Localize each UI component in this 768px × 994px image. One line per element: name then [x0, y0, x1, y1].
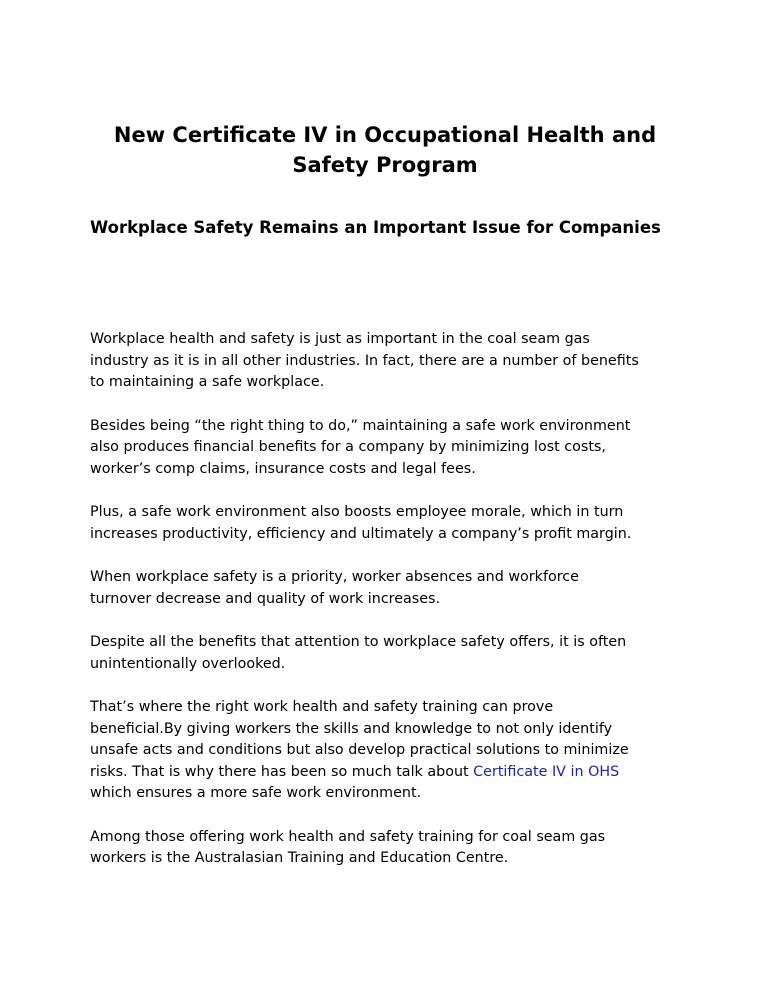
document-body [90, 329, 680, 892]
paragraph-morale: Plus, a safe work environment also boosts employee morale, which in turn increases productivity, efficiency and ultimately a company’s profit margin. [90, 504, 632, 542]
training-text-after-link: which ensures a more safe work environment. [90, 785, 422, 801]
paragraph-closing: Among those offering work health and safety training for coal seam gas workers is the Australasian Training and Education Centre. [90, 828, 606, 866]
training-text-before-link: That’s where the right work health and safety training can prove beneficial.By giving workers the skills and knowledge to not only identify unsafe acts and conditions but also develop practical solutions to minimize risks. That is why there has been so much talk about [90, 699, 629, 780]
paragraph-training [90, 697, 680, 805]
certificate-iv-ohs-link[interactable]: Certificate IV in OHS [473, 763, 620, 780]
document-title: New Certificate IV in Occupational Health and Safety Program [113, 123, 657, 177]
paragraph-overlooked: Despite all the benefits that attention to workplace safety offers, it is often unintentionally overlooked. [90, 634, 627, 672]
paragraph-financial-benefits: Besides being “the right thing to do,” maintaining a safe work environment also produces financial benefits for a company by minimizing lost costs, worker’s comp claims, insurance costs and legal fees. [90, 417, 631, 477]
paragraph-benefits-intro: Workplace health and safety is just as important in the coal seam gas industry as it is in all other industries. In fact, there are a number of benefits to maintaining a safe workplace. [90, 331, 639, 390]
document-subtitle: Workplace Safety Remains an Important Issue for Companies [90, 218, 661, 237]
paragraph-priority: When workplace safety is a priority, worker absences and workforce turnover decrease and quality of work increases. [90, 569, 579, 607]
